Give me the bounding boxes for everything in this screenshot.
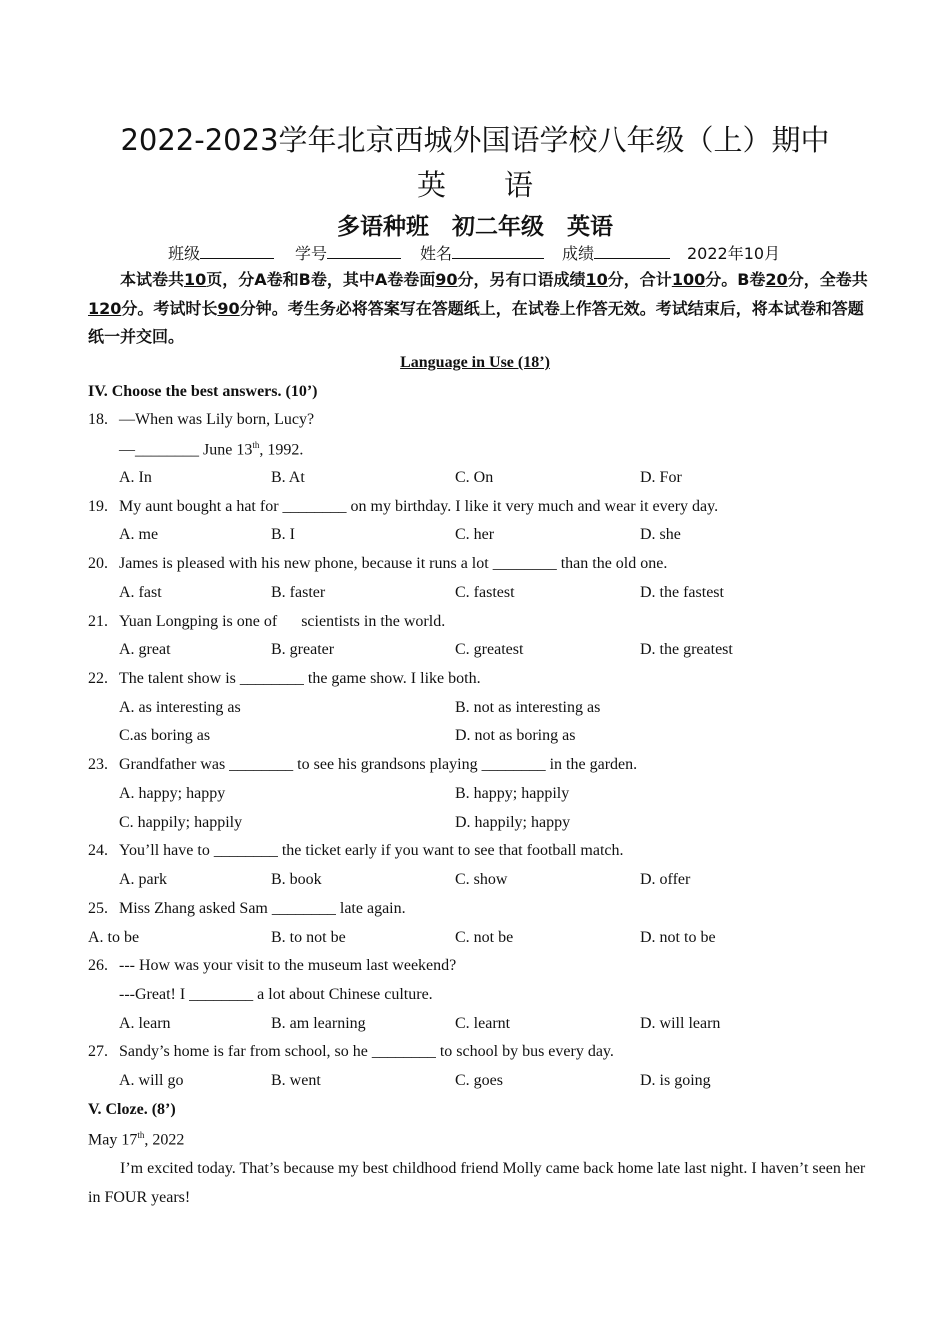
q27-option-d: D. is going	[640, 1072, 711, 1089]
q26-option-c: C. learnt	[455, 1015, 511, 1032]
q27-option-b: B. went	[271, 1072, 321, 1089]
q19-option-b: B. I	[271, 526, 295, 543]
question-23-number: 23.	[88, 756, 108, 773]
exam-instructions: 本试卷共10页，分A卷和B卷，其中A卷卷面90分，另有口语成绩10分，合计100分。B卷20分，全卷共120分。考试时长90分钟。考生务必将答案写在答题纸上，在试卷上作答无效。考试结束后，将本试卷和答题纸一并交回。	[88, 270, 868, 346]
score-field: 成绩	[562, 241, 670, 264]
q23-option-b: B. happy; happily	[455, 785, 570, 802]
q19-option-a: A. me	[119, 526, 159, 543]
q27-option-a: A. will go	[119, 1072, 184, 1089]
question-26-line2: ---Great! I ________ a lot about Chinese culture.	[119, 986, 433, 1003]
q23-option-d: D. happily; happy	[455, 814, 571, 831]
q26-option-d: D. will learn	[640, 1015, 721, 1032]
q18-option-b: B. At	[271, 469, 305, 486]
q21-option-a: A. great	[119, 641, 171, 658]
subtitle: 多语种班 初二年级 英语	[337, 214, 613, 240]
question-26-line1: --- How was your visit to the museum last weekend?	[119, 957, 457, 974]
question-18-number: 18.	[88, 411, 108, 428]
subject-title: 英 语	[416, 168, 533, 202]
question-20-text: James is pleased with his new phone, because it runs a lot ________ than the old one.	[119, 555, 668, 572]
q24-option-b: B. book	[271, 871, 322, 888]
q24-option-a: A. park	[119, 871, 167, 888]
page-title: 2022-2023学年北京西城外国语学校八年级（上）期中	[120, 123, 830, 157]
q21-option-b: B. greater	[271, 641, 335, 658]
q20-option-d: D. the fastest	[640, 584, 724, 601]
q26-option-a: A. learn	[119, 1015, 171, 1032]
question-22-text: The talent show is ________ the game show. I like both.	[119, 670, 481, 687]
q24-option-d: D. offer	[640, 871, 691, 888]
q20-option-a: A. fast	[119, 584, 162, 601]
section-iv-heading: IV. Choose the best answers. (10’)	[88, 383, 318, 400]
q21-option-d: D. the greatest	[640, 641, 733, 658]
id-field: 学号	[295, 241, 401, 264]
question-27-number: 27.	[88, 1043, 108, 1060]
q20-option-c: C. fastest	[455, 584, 515, 601]
question-27-text: Sandy’s home is far from school, so he ________ to school by bus every day.	[119, 1043, 614, 1060]
question-25-text: Miss Zhang asked Sam ________ late again.	[119, 900, 406, 917]
q22-option-a: A. as interesting as	[119, 699, 241, 716]
q18-option-c: C. On	[455, 469, 494, 486]
q19-option-c: C. her	[455, 526, 495, 543]
question-20-number: 20.	[88, 555, 108, 572]
question-19-text: My aunt bought a hat for ________ on my birthday. I like it very much and wear it every day.	[119, 498, 719, 515]
q23-option-a: A. happy; happy	[119, 785, 226, 802]
q25-option-d: D. not to be	[640, 929, 716, 946]
exam-date: 2022年10月	[687, 244, 781, 263]
q22-option-d: D. not as boring as	[455, 727, 576, 744]
question-21-text: Yuan Longping is one of scientists in the world.	[119, 613, 446, 630]
question-18-line2: —________ June 13th, 1992.	[119, 440, 304, 459]
q20-option-b: B. faster	[271, 584, 326, 601]
q22-option-b: B. not as interesting as	[455, 699, 601, 716]
section-v-heading: V. Cloze. (8’)	[88, 1101, 176, 1118]
q27-option-c: C. goes	[455, 1072, 503, 1089]
q25-option-b: B. to not be	[271, 929, 346, 946]
q19-option-d: D. she	[640, 526, 681, 543]
question-25-number: 25.	[88, 900, 108, 917]
question-21-number: 21.	[88, 613, 108, 630]
question-22-number: 22.	[88, 670, 108, 687]
q23-option-c: C. happily; happily	[119, 814, 243, 831]
question-23-text: Grandfather was ________ to see his grandsons playing ________ in the garden.	[119, 756, 638, 773]
cloze-date: May 17th, 2022	[88, 1130, 185, 1149]
section-language-in-use: Language in Use (18’)	[400, 354, 550, 371]
question-24-text: You’ll have to ________ the ticket early if you want to see that football match.	[119, 842, 624, 859]
class-field: 班级	[168, 241, 274, 264]
question-19-number: 19.	[88, 498, 108, 515]
q21-option-c: C. greatest	[455, 641, 524, 658]
q24-option-c: C. show	[455, 871, 508, 888]
question-24-number: 24.	[88, 842, 108, 859]
q18-option-a: A. In	[119, 469, 152, 486]
cloze-paragraph: I’m excited today. That’s because my best childhood friend Molly came back home late last night. I haven’t seen her in FOUR years!	[88, 1160, 866, 1206]
question-26-number: 26.	[88, 957, 108, 974]
q25-option-c: C. not be	[455, 929, 514, 946]
question-18-line1: —When was Lily born, Lucy?	[119, 411, 315, 428]
q26-option-b: B. am learning	[271, 1015, 366, 1032]
name-field: 姓名	[420, 241, 544, 264]
q18-option-d: D. For	[640, 469, 682, 486]
q22-option-c: C.as boring as	[119, 727, 211, 744]
q25-option-a: A. to be	[88, 929, 140, 946]
